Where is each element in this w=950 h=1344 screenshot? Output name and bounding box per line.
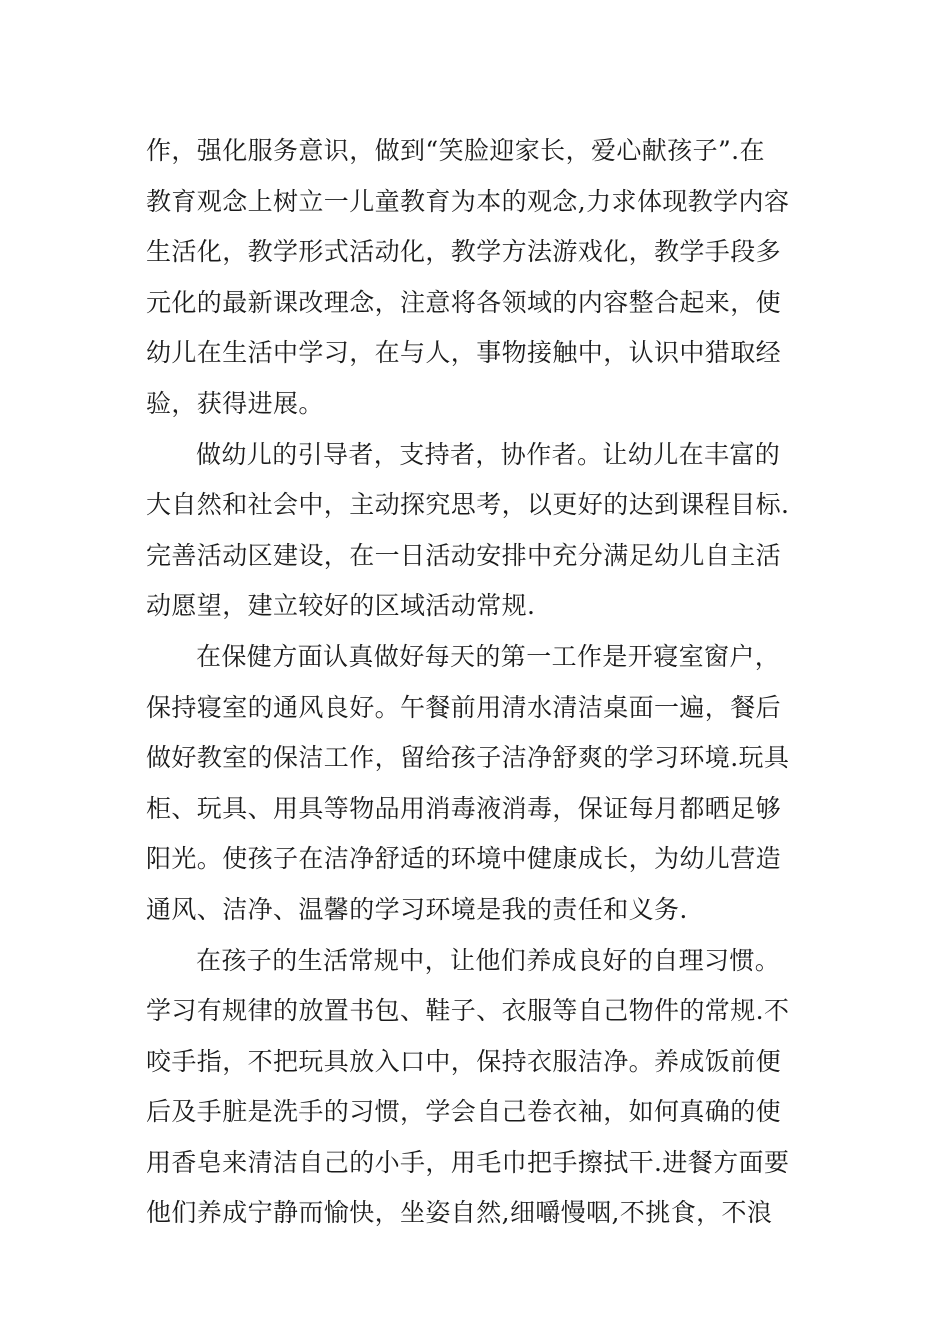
paragraph xyxy=(146,126,806,430)
text-line: 教育观念上树立一儿童教育为本的观念,力求体现教学内容 xyxy=(146,186,790,216)
text-line: 做幼儿的引导者，支持者，协作者。让幼儿在丰富的 xyxy=(196,439,781,469)
text-line: 在保健方面认真做好每天的第一工作是开寝室窗户， xyxy=(196,641,781,671)
document-body xyxy=(146,126,806,1239)
text-line: 用香皂来清洁自己的小手，用毛巾把手擦拭干.进餐方面要 xyxy=(146,1147,790,1177)
text-line: 柜、玩具、用具等物品用消毒液消毒，保证每月都晒足够 xyxy=(146,793,782,823)
text-line: 保持寝室的通风良好。午餐前用清水清洁桌面一遍，餐后 xyxy=(146,692,782,722)
text-line: 咬手指，不把玩具放入口中，保持衣服洁净。养成饭前便 xyxy=(146,1046,782,1076)
text-line: 完善活动区建设，在一日活动安排中充分满足幼儿自主活 xyxy=(146,540,782,570)
text-line: 他们养成宁静而愉快，坐姿自然,细嚼慢咽,不挑食，不浪 xyxy=(146,1198,773,1228)
text-line: 验，获得进展。 xyxy=(146,388,324,418)
text-line: 元化的最新课改理念，注意将各领域的内容整合起来，使 xyxy=(146,287,782,317)
text-line: 通风、洁净、温馨的学习环境是我的责任和义务. xyxy=(146,894,688,924)
text-line: 在孩子的生活常规中，让他们养成良好的自理习惯。 xyxy=(196,945,781,975)
text-line: 大自然和社会中，主动探究思考，以更好的达到课程目标. xyxy=(146,490,790,520)
paragraph xyxy=(146,632,806,936)
text-line: 幼儿在生活中学习，在与人，事物接触中，认识中猎取经 xyxy=(146,338,782,368)
paragraph xyxy=(146,430,806,632)
text-line: 学习有规律的放置书包、鞋子、衣服等自己物件的常规.不 xyxy=(146,996,790,1026)
text-line: 阳光。使孩子在洁净舒适的环境中健康成长，为幼儿营造 xyxy=(146,844,782,874)
text-line: 后及手脏是洗手的习惯，学会自己卷衣袖，如何真确的使 xyxy=(146,1097,782,1127)
text-line: 生活化，教学形式活动化，教学方法游戏化，教学手段多 xyxy=(146,237,782,267)
text-line: 做好教室的保洁工作，留给孩子洁净舒爽的学习环境.玩具 xyxy=(146,743,790,773)
text-line: 动愿望，建立较好的区域活动常规. xyxy=(146,591,536,621)
paragraph xyxy=(146,936,806,1240)
text-line: 作，强化服务意识，做到“笑脸迎家长，爱心献孩子”.在 xyxy=(146,136,765,165)
